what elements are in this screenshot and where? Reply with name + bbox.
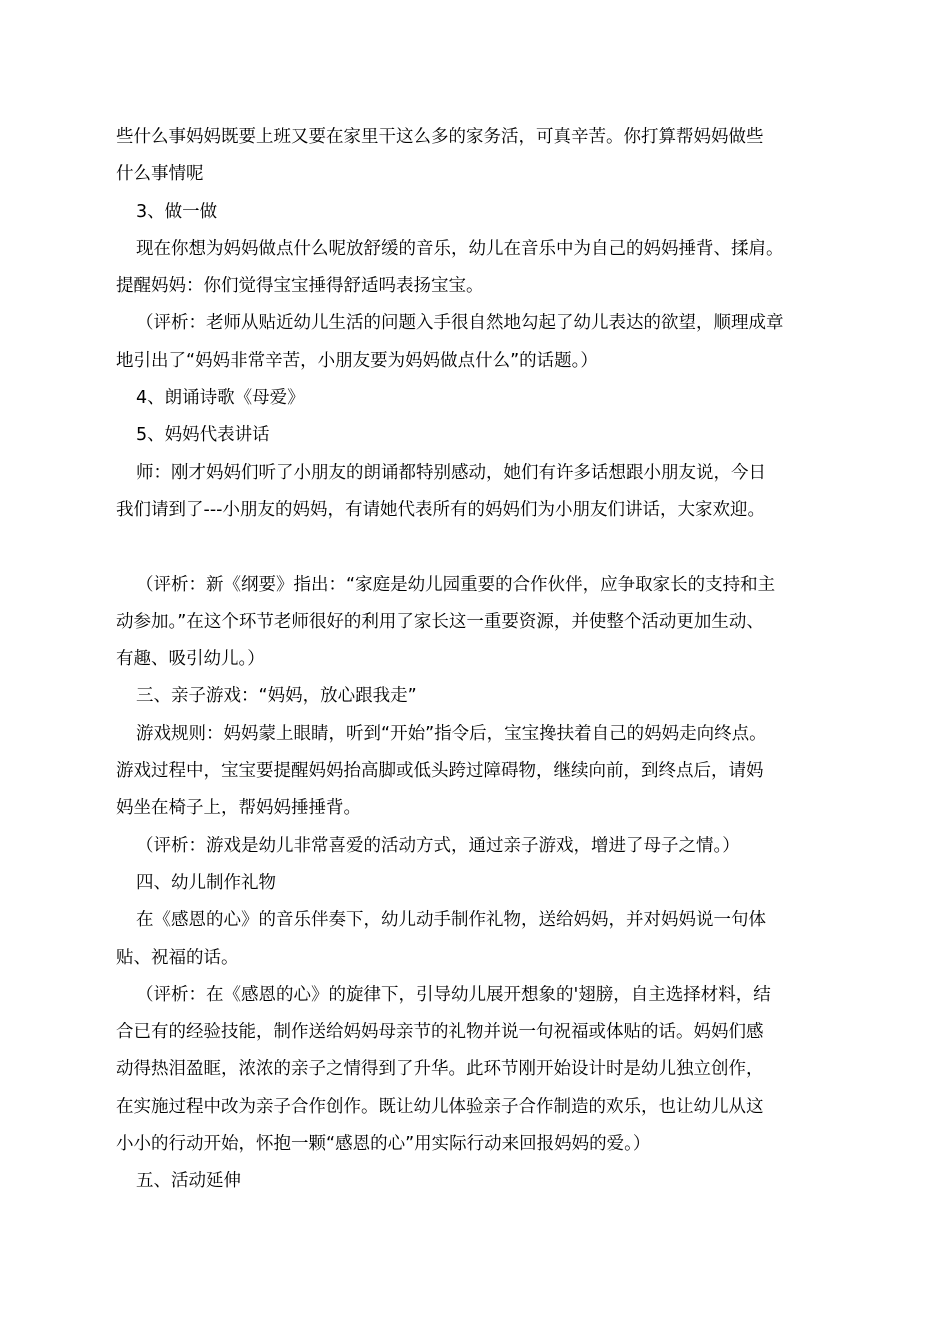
text-line: 现在你想为妈妈做点什么呢放舒缓的音乐，幼儿在音乐中为自己的妈妈捶背、揉肩。 — [136, 238, 784, 259]
comment-line: （评析：游戏是幼儿非常喜爱的活动方式，通过亲子游戏，增进了母子之情。） — [136, 835, 740, 856]
text-line: 妈坐在椅子上，帮妈妈捶捶背。 — [116, 798, 361, 819]
text-line: 游戏规则：妈妈蒙上眼睛，听到“开始”指令后，宝宝搀扶着自己的妈妈走向终点。 — [136, 723, 767, 744]
text-line: 游戏过程中，宝宝要提醒妈妈抬高脚或低头跨过障碍物，继续向前，到终点后，请妈 — [116, 761, 764, 782]
text-line: 在《感恩的心》的音乐伴奏下，幼儿动手制作礼物，送给妈妈，并对妈妈说一句体 — [136, 910, 766, 931]
comment-line: 地引出了“妈妈非常辛苦，小朋友要为妈妈做点什么”的话题。） — [116, 350, 598, 371]
section-heading: 3、做一做 — [136, 201, 218, 222]
text-line: 些什么事妈妈既要上班又要在家里干这么多的家务活，可真辛苦。你打算帮妈妈做些 — [116, 127, 764, 147]
section-heading: 4、朗诵诗歌《母爱》 — [136, 388, 305, 409]
comment-line: （评析：老师从贴近幼儿生活的问题入手很自然地勾起了幼儿表达的欲望，顺理成章 — [136, 313, 784, 334]
text-line: 我们请到了---小朋友的妈妈，有请她代表所有的妈妈们为小朋友们讲话，大家欢迎。 — [116, 499, 765, 520]
comment-line: 小小的行动开始，怀抱一颗“感恩的心”用实际行动来回报妈妈的爱。） — [116, 1134, 651, 1155]
section-heading: 五、活动延伸 — [136, 1171, 241, 1192]
section-heading: 三、亲子游戏：“妈妈，放心跟我走” — [136, 686, 417, 707]
blank-line — [116, 529, 846, 566]
comment-line: 合已有的经验技能，制作送给妈妈母亲节的礼物并说一句祝福或体贴的话。妈妈们感 — [116, 1022, 764, 1043]
comment-line: 有趣、吸引幼儿。） — [116, 649, 265, 670]
comment-line: （评析：在《感恩的心》的旋律下，引导幼儿展开想象的'翅膀，自主选择材料，结 — [136, 984, 771, 1005]
comment-line: （评析：新《纲要》指出：“家庭是幼儿园重要的合作伙伴，应争取家长的支持和主 — [136, 574, 776, 595]
comment-line: 在实施过程中改为亲子合作创作。既让幼儿体验亲子合作制造的欢乐，也让幼儿从这 — [116, 1096, 764, 1117]
document-body — [116, 119, 846, 1201]
section-heading: 5、妈妈代表讲话 — [136, 425, 270, 446]
text-line: 什么事情呢 — [116, 164, 204, 185]
comment-line: 动得热泪盈眶，浓浓的亲子之情得到了升华。此环节刚开始设计时是幼儿独立创作， — [116, 1059, 764, 1080]
comment-line: 动参加。”在这个环节老师很好的利用了家长这一重要资源，并使整个活动更加生动、 — [116, 611, 764, 632]
text-line: 贴、祝福的话。 — [116, 947, 239, 968]
text-line: 提醒妈妈：你们觉得宝宝捶得舒适吗表扬宝宝。 — [116, 276, 484, 297]
text-line: 师：刚才妈妈们听了小朋友的朗诵都特别感动，她们有许多话想跟小朋友说，今日 — [136, 462, 766, 483]
section-heading: 四、幼儿制作礼物 — [136, 872, 276, 893]
